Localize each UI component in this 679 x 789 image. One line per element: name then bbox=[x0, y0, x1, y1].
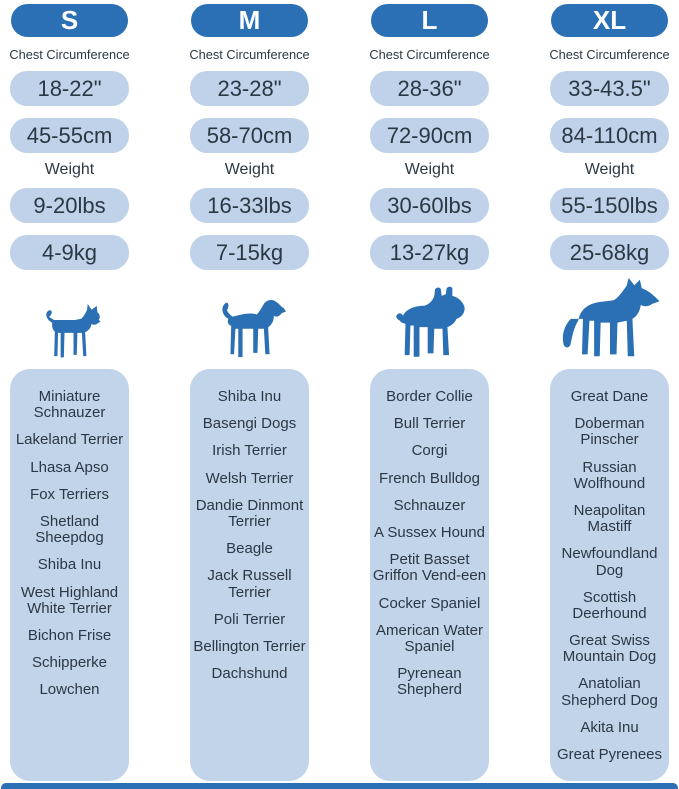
dog-silhouette-slot bbox=[380, 274, 479, 360]
weight-label: Weight bbox=[224, 161, 275, 178]
chest-cm-pill: 72-90cm bbox=[370, 118, 489, 153]
breed-item: Schipperke bbox=[31, 654, 108, 672]
bottom-accent-bar bbox=[1, 783, 678, 789]
weight-lbs-pill: 9-20lbs bbox=[10, 188, 129, 223]
breed-item: Dachshund bbox=[211, 665, 288, 683]
weight-label: Weight bbox=[584, 161, 635, 178]
dog-silhouette-slot bbox=[31, 274, 108, 360]
breed-item: Great Dane bbox=[570, 388, 649, 405]
breed-item: Great Pyrenees bbox=[556, 746, 663, 763]
breed-item: Schnauzer bbox=[393, 496, 466, 514]
breed-item: Pyrenean Shepherd bbox=[396, 665, 463, 699]
breed-item: West Highland White Terrier bbox=[20, 583, 119, 617]
breed-item: Bichon Frise bbox=[27, 626, 112, 644]
size-column bbox=[8, 4, 131, 781]
breed-item: Poli Terrier bbox=[213, 610, 286, 628]
breed-item: American Water Spaniel bbox=[376, 621, 483, 655]
breed-item: Jack Russell Terrier bbox=[207, 567, 292, 601]
breed-item: Doberman Pinscher bbox=[574, 415, 645, 449]
breed-list bbox=[190, 369, 309, 781]
breed-item: Corgi bbox=[411, 442, 448, 460]
weight-kg-pill: 25-68kg bbox=[550, 235, 669, 270]
size-column bbox=[548, 4, 671, 781]
breed-item: Miniature Schnauzer bbox=[33, 388, 106, 422]
breed-item: French Bulldog bbox=[379, 469, 480, 487]
weight-lbs-pill: 16-33lbs bbox=[190, 188, 309, 223]
chest-circumference-label: Chest Circumference bbox=[369, 47, 490, 62]
size-badge: L bbox=[371, 4, 488, 37]
breed-item: Lowchen bbox=[39, 681, 100, 699]
breed-list bbox=[370, 369, 489, 781]
breed-item: Shetland Sheepdog bbox=[35, 512, 104, 547]
size-column bbox=[368, 4, 491, 781]
chest-circumference-label: Chest Circumference bbox=[189, 47, 310, 62]
breed-list bbox=[10, 369, 129, 781]
weight-kg-pill: 13-27kg bbox=[370, 235, 489, 270]
breed-item: Cocker Spaniel bbox=[378, 594, 481, 612]
breed-item: Great Swiss Mountain Dog bbox=[562, 632, 657, 666]
weight-lbs-pill: 55-150lbs bbox=[550, 188, 669, 223]
breed-item: Beagle bbox=[226, 540, 273, 558]
breed-item: Basengi Dogs bbox=[202, 415, 297, 433]
size-chart bbox=[8, 0, 671, 781]
dog-silhouette-slot bbox=[207, 274, 292, 360]
breed-item: Lakeland Terrier bbox=[15, 431, 124, 449]
breed-item: Bull Terrier bbox=[393, 415, 466, 433]
beagle-silhouette bbox=[207, 296, 292, 360]
breed-item: Neapolitan Mastiff bbox=[573, 501, 646, 536]
weight-lbs-pill: 30-60lbs bbox=[370, 188, 489, 223]
weight-kg-pill: 4-9kg bbox=[10, 235, 129, 270]
weight-kg-pill: 7-15kg bbox=[190, 235, 309, 270]
size-column bbox=[188, 4, 311, 781]
breed-item: Border Collie bbox=[386, 388, 473, 405]
breed-item: Shiba Inu bbox=[37, 556, 102, 574]
breed-item: Fox Terriers bbox=[30, 485, 109, 503]
breed-item: Shiba Inu bbox=[217, 388, 282, 405]
breed-item: Petit Basset Griffon Vend-een bbox=[372, 551, 487, 585]
miniature-pinscher-silhouette bbox=[31, 302, 108, 360]
dog-silhouette-slot bbox=[554, 274, 666, 360]
weight-label: Weight bbox=[44, 161, 95, 178]
breed-item: Lhasa Apso bbox=[30, 458, 109, 476]
breed-item: Russian Wolfhound bbox=[573, 458, 646, 492]
chest-circumference-label: Chest Circumference bbox=[549, 47, 670, 62]
weight-label: Weight bbox=[404, 161, 455, 178]
chest-inches-pill: 33-43.5" bbox=[550, 71, 669, 106]
size-badge: M bbox=[191, 4, 308, 37]
breed-item: Anatolian Shepherd Dog bbox=[561, 675, 658, 709]
chest-cm-pill: 58-70cm bbox=[190, 118, 309, 153]
french-bulldog-silhouette bbox=[380, 286, 479, 360]
breed-list bbox=[550, 369, 669, 781]
breed-item: A Sussex Hound bbox=[374, 523, 485, 541]
chest-inches-pill: 28-36" bbox=[370, 71, 489, 106]
breed-item: Bellington Terrier bbox=[193, 637, 306, 655]
husky-silhouette bbox=[554, 276, 666, 360]
size-badge: XL bbox=[551, 4, 668, 37]
breed-item: Dandie Dinmont Terrier bbox=[195, 496, 304, 530]
chest-cm-pill: 45-55cm bbox=[10, 118, 129, 153]
chest-inches-pill: 23-28" bbox=[190, 71, 309, 106]
breed-item: Irish Terrier bbox=[212, 442, 287, 460]
breed-item: Newfoundland Dog bbox=[561, 545, 658, 579]
breed-item: Welsh Terrier bbox=[205, 469, 294, 487]
breed-item: Akita Inu bbox=[580, 718, 639, 736]
chest-cm-pill: 84-110cm bbox=[550, 118, 669, 153]
breed-item: Scottish Deerhound bbox=[572, 588, 647, 622]
chest-circumference-label: Chest Circumference bbox=[9, 47, 130, 62]
size-badge: S bbox=[11, 4, 128, 37]
chest-inches-pill: 18-22" bbox=[10, 71, 129, 106]
